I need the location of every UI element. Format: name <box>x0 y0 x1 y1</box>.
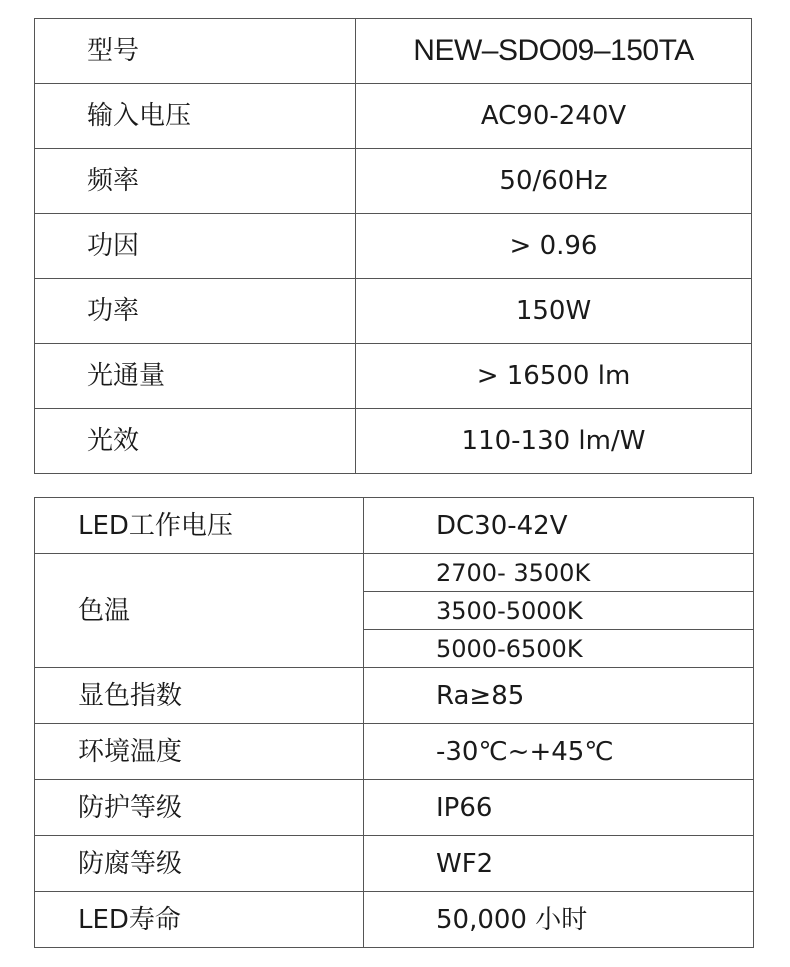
table-row <box>35 149 752 214</box>
cri-label: 显色指数 <box>35 668 364 724</box>
power-value: 150W <box>356 279 752 344</box>
cri-value: Ra≥85 <box>364 668 754 724</box>
color-temp-value-3: 5000-6500K <box>364 630 754 668</box>
table-row <box>35 344 752 409</box>
spec-table-main <box>34 18 752 474</box>
frequency-label: 频率 <box>35 149 356 214</box>
table-row <box>35 668 754 724</box>
table-row <box>35 554 754 592</box>
ambient-temp-label: 环境温度 <box>35 724 364 780</box>
color-temp-value-1: 2700- 3500K <box>364 554 754 592</box>
power-label: 功率 <box>35 279 356 344</box>
corrosion-rating-value: WF2 <box>364 836 754 892</box>
efficacy-label: 光效 <box>35 409 356 474</box>
led-lifetime-value: 50,000 小时 <box>364 892 754 948</box>
table-row <box>35 780 754 836</box>
model-label: 型号 <box>35 19 356 84</box>
table-row <box>35 279 752 344</box>
input-voltage-label: 输入电压 <box>35 84 356 149</box>
color-temp-label: 色温 <box>35 554 364 668</box>
ip-rating-label: 防护等级 <box>35 780 364 836</box>
table-row <box>35 498 754 554</box>
luminous-flux-value: > 16500 lm <box>356 344 752 409</box>
table-row <box>35 892 754 948</box>
luminous-flux-label: 光通量 <box>35 344 356 409</box>
spec-table-led <box>34 497 754 948</box>
table-row <box>35 19 752 84</box>
table-row <box>35 836 754 892</box>
table-row <box>35 84 752 149</box>
model-value: NEW–SDO09–150TA <box>356 19 752 84</box>
efficacy-value: 110-130 lm/W <box>356 409 752 474</box>
power-factor-value: > 0.96 <box>356 214 752 279</box>
input-voltage-value: AC90-240V <box>356 84 752 149</box>
table-row <box>35 724 754 780</box>
color-temp-value-2: 3500-5000K <box>364 592 754 630</box>
corrosion-rating-label: 防腐等级 <box>35 836 364 892</box>
ip-rating-value: IP66 <box>364 780 754 836</box>
led-voltage-value: DC30-42V <box>364 498 754 554</box>
power-factor-label: 功因 <box>35 214 356 279</box>
table-row <box>35 214 752 279</box>
led-voltage-label: LED工作电压 <box>35 498 364 554</box>
led-lifetime-label: LED寿命 <box>35 892 364 948</box>
ambient-temp-value: -30℃~+45℃ <box>364 724 754 780</box>
frequency-value: 50/60Hz <box>356 149 752 214</box>
table-row <box>35 409 752 474</box>
